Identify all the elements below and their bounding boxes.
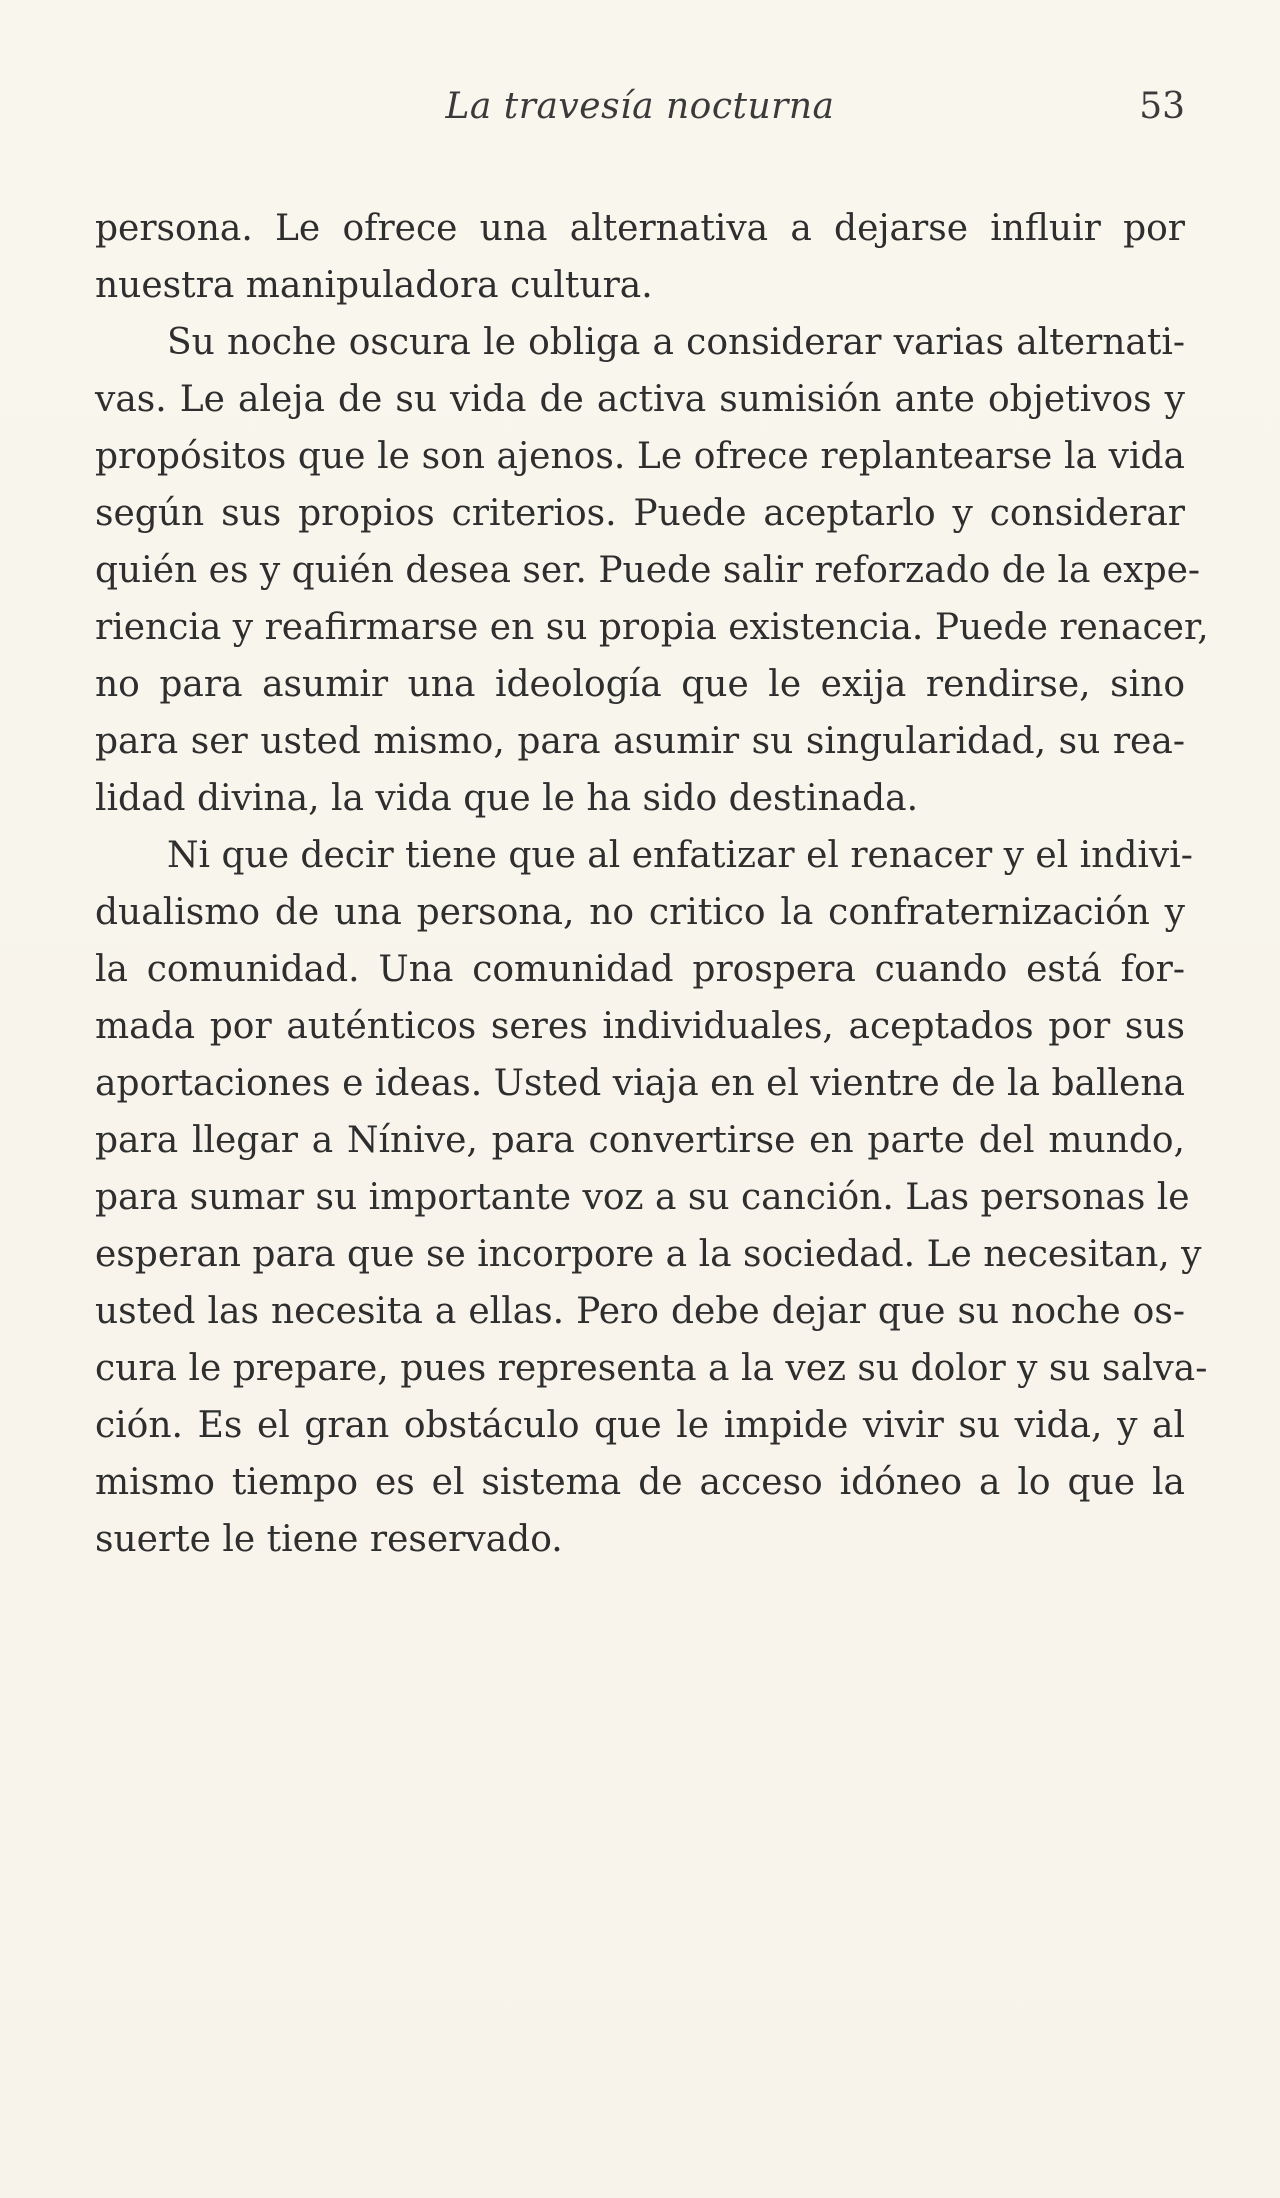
text-line: dualismo de una persona, no critico la confraternización y <box>95 892 1185 933</box>
running-head <box>95 86 1185 136</box>
page-number: 53 <box>1139 86 1185 127</box>
text-line: propósitos que le son ajenos. Le ofrece replantearse la vida <box>95 436 1185 477</box>
text-line: suerte le tiene reservado. <box>95 1519 563 1560</box>
text-line: usted las necesita a ellas. Pero debe dejar que su noche os- <box>95 1291 1185 1332</box>
text-line: para ser usted mismo, para asumir su singularidad, su rea- <box>95 721 1185 762</box>
text-line: Su noche oscura le obliga a considerar varias alternati- <box>167 322 1185 363</box>
text-line: riencia y reafirmarse en su propia existencia. Puede renacer, <box>95 607 1209 648</box>
text-line: lidad divina, la vida que le ha sido destinada. <box>95 778 919 819</box>
text-line: según sus propios criterios. Puede aceptarlo y considerar <box>95 493 1185 534</box>
text-line: para llegar a Nínive, para convertirse en parte del mundo, <box>95 1120 1185 1161</box>
text-line: cura le prepare, pues representa a la vez su dolor y su salva- <box>95 1348 1208 1389</box>
text-line: mada por auténticos seres individuales, aceptados por sus <box>95 1006 1185 1047</box>
text-line: Ni que decir tiene que al enfatizar el renacer y el indivi- <box>167 835 1193 876</box>
text-line: quién es y quién desea ser. Puede salir reforzado de la expe- <box>95 550 1201 591</box>
text-line: mismo tiempo es el sistema de acceso idóneo a lo que la <box>95 1462 1185 1503</box>
body-text <box>95 200 1209 1568</box>
text-line: esperan para que se incorpore a la sociedad. Le necesitan, y <box>95 1234 1202 1275</box>
running-title: La travesía nocturna <box>445 86 835 127</box>
text-line: nuestra manipuladora cultura. <box>95 265 653 306</box>
text-line: no para asumir una ideología que le exija rendirse, sino <box>95 664 1185 705</box>
text-line: aportaciones e ideas. Usted viaja en el vientre de la ballena <box>95 1063 1185 1104</box>
text-line: ción. Es el gran obstáculo que le impide vivir su vida, y al <box>95 1405 1185 1446</box>
text-line: persona. Le ofrece una alternativa a dejarse influir por <box>95 208 1185 249</box>
text-line: vas. Le aleja de su vida de activa sumisión ante objetivos y <box>95 379 1185 420</box>
text-line: para sumar su importante voz a su canción. Las personas le <box>95 1177 1190 1218</box>
text-line: la comunidad. Una comunidad prospera cuando está for- <box>95 949 1185 990</box>
